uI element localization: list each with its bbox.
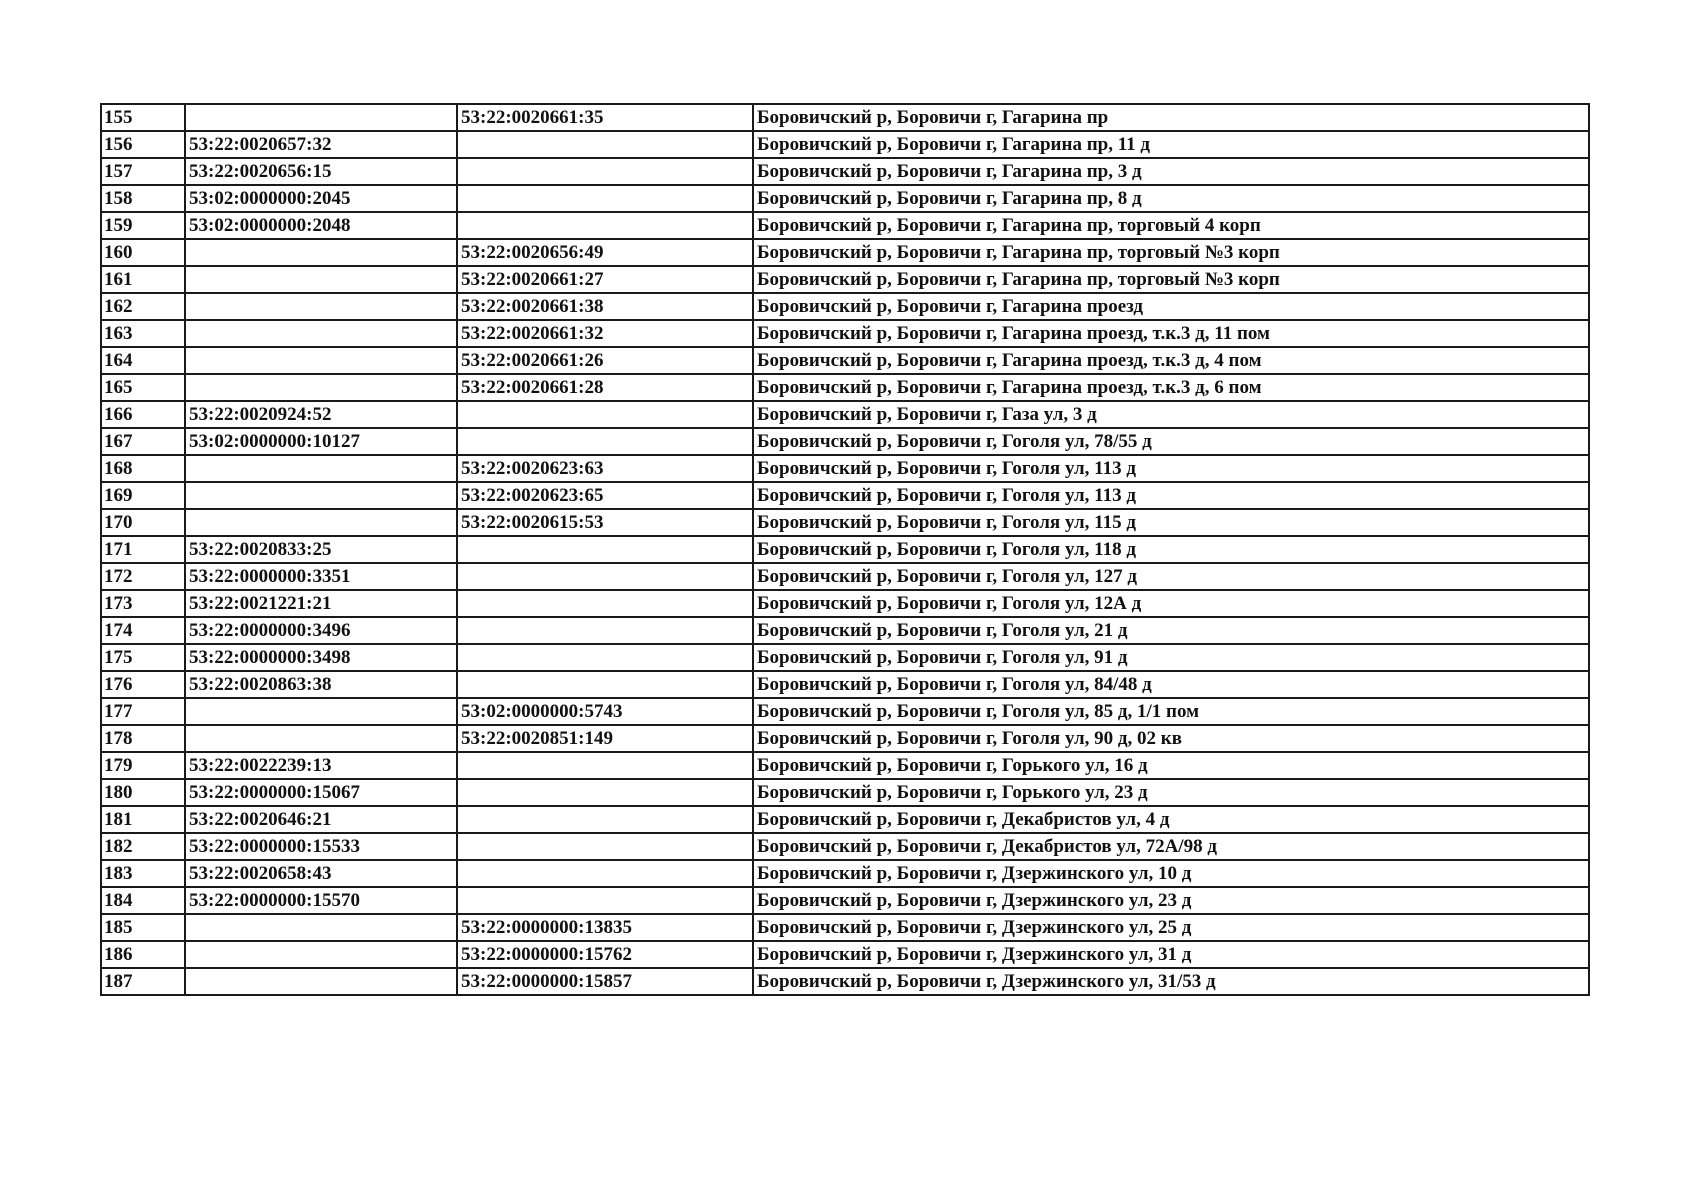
cadastral-number-cell	[185, 266, 457, 293]
cadastral-number-alt-cell: 53:22:0020851:149	[457, 725, 753, 752]
cadastral-number-alt-cell: 53:22:0020661:32	[457, 320, 753, 347]
cadastral-number-cell	[185, 374, 457, 401]
table-row	[101, 914, 1589, 941]
cadastral-number-alt-cell: 53:22:0000000:13835	[457, 914, 753, 941]
address-cell: Боровичский р, Боровичи г, Гоголя ул, 113 д	[753, 455, 1589, 482]
table-row	[101, 347, 1589, 374]
address-cell: Боровичский р, Боровичи г, Дзержинского ул, 25 д	[753, 914, 1589, 941]
cadastral-number-cell: 53:22:0020656:15	[185, 158, 457, 185]
cadastral-number-cell	[185, 941, 457, 968]
address-cell: Боровичский р, Боровичи г, Гагарина проезд, т.к.3 д, 6 пом	[753, 374, 1589, 401]
cadastral-number-cell: 53:22:0020924:52	[185, 401, 457, 428]
table-row	[101, 293, 1589, 320]
table-row	[101, 887, 1589, 914]
table-row	[101, 320, 1589, 347]
cadastral-number-cell: 53:02:0000000:2045	[185, 185, 457, 212]
table-row	[101, 752, 1589, 779]
row-number: 168	[101, 455, 185, 482]
cadastral-number-alt-cell	[457, 752, 753, 779]
table-row	[101, 455, 1589, 482]
cadastral-number-cell: 53:02:0000000:2048	[185, 212, 457, 239]
table-row	[101, 482, 1589, 509]
cadastral-number-cell: 53:22:0000000:15067	[185, 779, 457, 806]
cadastral-number-alt-cell: 53:22:0020623:65	[457, 482, 753, 509]
cadastral-number-alt-cell	[457, 401, 753, 428]
row-number: 171	[101, 536, 185, 563]
cadastral-number-cell: 53:22:0021221:21	[185, 590, 457, 617]
row-number: 187	[101, 968, 185, 995]
row-number: 185	[101, 914, 185, 941]
cadastral-number-alt-cell	[457, 671, 753, 698]
cadastral-number-cell	[185, 968, 457, 995]
address-cell: Боровичский р, Боровичи г, Гагарина пр, торговый №3 корп	[753, 266, 1589, 293]
cadastral-number-cell: 53:22:0000000:3496	[185, 617, 457, 644]
row-number: 155	[101, 104, 185, 131]
row-number: 182	[101, 833, 185, 860]
cadastral-number-cell	[185, 509, 457, 536]
address-cell: Боровичский р, Боровичи г, Гоголя ул, 90 д, 02 кв	[753, 725, 1589, 752]
cadastral-number-cell: 53:22:0020658:43	[185, 860, 457, 887]
table-row	[101, 239, 1589, 266]
address-cell: Боровичский р, Боровичи г, Дзержинского ул, 31/53 д	[753, 968, 1589, 995]
row-number: 178	[101, 725, 185, 752]
table-row	[101, 536, 1589, 563]
cadastral-number-cell	[185, 914, 457, 941]
cadastral-number-alt-cell	[457, 617, 753, 644]
cadastral-number-cell: 53:22:0000000:3498	[185, 644, 457, 671]
cadastral-number-cell: 53:22:0020646:21	[185, 806, 457, 833]
cadastral-number-cell: 53:22:0000000:15570	[185, 887, 457, 914]
address-cell: Боровичский р, Боровичи г, Гоголя ул, 127 д	[753, 563, 1589, 590]
table-body	[101, 104, 1589, 995]
row-number: 156	[101, 131, 185, 158]
address-cell: Боровичский р, Боровичи г, Декабристов ул, 72А/98 д	[753, 833, 1589, 860]
table-row	[101, 617, 1589, 644]
address-cell: Боровичский р, Боровичи г, Горького ул, 16 д	[753, 752, 1589, 779]
table-row	[101, 212, 1589, 239]
cadastral-number-alt-cell: 53:22:0000000:15762	[457, 941, 753, 968]
cadastral-number-alt-cell	[457, 131, 753, 158]
address-cell: Боровичский р, Боровичи г, Гоголя ул, 12А д	[753, 590, 1589, 617]
cadastral-number-alt-cell	[457, 212, 753, 239]
cadastral-number-alt-cell	[457, 563, 753, 590]
table-row	[101, 509, 1589, 536]
table-row	[101, 428, 1589, 455]
cadastral-number-cell: 53:22:0022239:13	[185, 752, 457, 779]
row-number: 167	[101, 428, 185, 455]
cadastral-number-cell: 53:22:0020657:32	[185, 131, 457, 158]
row-number: 160	[101, 239, 185, 266]
table-row	[101, 401, 1589, 428]
table-row	[101, 374, 1589, 401]
address-cell: Боровичский р, Боровичи г, Горького ул, 23 д	[753, 779, 1589, 806]
row-number: 180	[101, 779, 185, 806]
table-row	[101, 806, 1589, 833]
cadastral-number-alt-cell	[457, 779, 753, 806]
cadastral-number-alt-cell: 53:22:0020661:35	[457, 104, 753, 131]
cadastral-number-alt-cell	[457, 644, 753, 671]
table-row	[101, 671, 1589, 698]
row-number: 183	[101, 860, 185, 887]
row-number: 174	[101, 617, 185, 644]
address-cell: Боровичский р, Боровичи г, Гоголя ул, 21 д	[753, 617, 1589, 644]
cadastral-number-cell	[185, 455, 457, 482]
cadastral-number-cell: 53:02:0000000:10127	[185, 428, 457, 455]
table-row	[101, 941, 1589, 968]
cadastral-number-cell	[185, 698, 457, 725]
cadastral-number-alt-cell	[457, 590, 753, 617]
cadastral-number-alt-cell: 53:22:0020615:53	[457, 509, 753, 536]
row-number: 176	[101, 671, 185, 698]
row-number: 184	[101, 887, 185, 914]
cadastral-number-alt-cell: 53:22:0020623:63	[457, 455, 753, 482]
address-cell: Боровичский р, Боровичи г, Гоголя ул, 91 д	[753, 644, 1589, 671]
address-cell: Боровичский р, Боровичи г, Гагарина проезд, т.к.3 д, 4 пом	[753, 347, 1589, 374]
row-number: 166	[101, 401, 185, 428]
cadastral-number-alt-cell	[457, 860, 753, 887]
cadastral-number-alt-cell: 53:22:0000000:15857	[457, 968, 753, 995]
address-cell: Боровичский р, Боровичи г, Декабристов ул, 4 д	[753, 806, 1589, 833]
row-number: 179	[101, 752, 185, 779]
cadastral-number-alt-cell: 53:22:0020661:27	[457, 266, 753, 293]
table-row	[101, 266, 1589, 293]
cadastral-number-alt-cell: 53:22:0020661:26	[457, 347, 753, 374]
cadastral-number-cell	[185, 293, 457, 320]
cadastral-number-alt-cell: 53:22:0020661:28	[457, 374, 753, 401]
cadastral-table	[100, 103, 1590, 996]
row-number: 159	[101, 212, 185, 239]
cadastral-number-alt-cell	[457, 536, 753, 563]
cadastral-number-alt-cell: 53:22:0020661:38	[457, 293, 753, 320]
address-cell: Боровичский р, Боровичи г, Гагарина пр, 8 д	[753, 185, 1589, 212]
table-row	[101, 131, 1589, 158]
row-number: 163	[101, 320, 185, 347]
address-cell: Боровичский р, Боровичи г, Гагарина проезд	[753, 293, 1589, 320]
address-cell: Боровичский р, Боровичи г, Гагарина проезд, т.к.3 д, 11 пом	[753, 320, 1589, 347]
row-number: 186	[101, 941, 185, 968]
row-number: 157	[101, 158, 185, 185]
cadastral-number-cell	[185, 725, 457, 752]
address-cell: Боровичский р, Боровичи г, Газа ул, 3 д	[753, 401, 1589, 428]
row-number: 164	[101, 347, 185, 374]
address-cell: Боровичский р, Боровичи г, Гоголя ул, 118 д	[753, 536, 1589, 563]
table-row	[101, 968, 1589, 995]
address-cell: Боровичский р, Боровичи г, Гоголя ул, 115 д	[753, 509, 1589, 536]
cadastral-number-cell	[185, 347, 457, 374]
cadastral-number-cell: 53:22:0000000:3351	[185, 563, 457, 590]
table-row	[101, 833, 1589, 860]
table-row	[101, 725, 1589, 752]
row-number: 165	[101, 374, 185, 401]
cadastral-number-alt-cell	[457, 185, 753, 212]
cadastral-number-cell	[185, 320, 457, 347]
row-number: 175	[101, 644, 185, 671]
address-cell: Боровичский р, Боровичи г, Гоголя ул, 85 д, 1/1 пом	[753, 698, 1589, 725]
cadastral-number-alt-cell	[457, 428, 753, 455]
cadastral-number-alt-cell: 53:02:0000000:5743	[457, 698, 753, 725]
cadastral-number-cell	[185, 104, 457, 131]
row-number: 181	[101, 806, 185, 833]
table-row	[101, 644, 1589, 671]
row-number: 173	[101, 590, 185, 617]
table-row	[101, 860, 1589, 887]
row-number: 169	[101, 482, 185, 509]
row-number: 158	[101, 185, 185, 212]
address-cell: Боровичский р, Боровичи г, Гагарина пр	[753, 104, 1589, 131]
table-row	[101, 779, 1589, 806]
cadastral-number-cell: 53:22:0000000:15533	[185, 833, 457, 860]
address-cell: Боровичский р, Боровичи г, Гагарина пр, торговый 4 корп	[753, 212, 1589, 239]
table-row	[101, 158, 1589, 185]
row-number: 161	[101, 266, 185, 293]
address-cell: Боровичский р, Боровичи г, Гоголя ул, 113 д	[753, 482, 1589, 509]
table-row	[101, 590, 1589, 617]
table-row	[101, 698, 1589, 725]
address-cell: Боровичский р, Боровичи г, Гоголя ул, 78/55 д	[753, 428, 1589, 455]
table-row	[101, 563, 1589, 590]
address-cell: Боровичский р, Боровичи г, Дзержинского ул, 10 д	[753, 860, 1589, 887]
cadastral-number-cell	[185, 482, 457, 509]
cadastral-number-cell: 53:22:0020833:25	[185, 536, 457, 563]
address-cell: Боровичский р, Боровичи г, Гагарина пр, 3 д	[753, 158, 1589, 185]
cadastral-number-alt-cell	[457, 887, 753, 914]
address-cell: Боровичский р, Боровичи г, Гоголя ул, 84/48 д	[753, 671, 1589, 698]
cadastral-number-alt-cell	[457, 833, 753, 860]
cadastral-number-alt-cell	[457, 158, 753, 185]
cadastral-number-cell: 53:22:0020863:38	[185, 671, 457, 698]
cadastral-number-cell	[185, 239, 457, 266]
cadastral-number-alt-cell: 53:22:0020656:49	[457, 239, 753, 266]
cadastral-number-alt-cell	[457, 806, 753, 833]
row-number: 172	[101, 563, 185, 590]
table-row	[101, 185, 1589, 212]
address-cell: Боровичский р, Боровичи г, Гагарина пр, торговый №3 корп	[753, 239, 1589, 266]
address-cell: Боровичский р, Боровичи г, Дзержинского ул, 31 д	[753, 941, 1589, 968]
row-number: 162	[101, 293, 185, 320]
row-number: 177	[101, 698, 185, 725]
table-row	[101, 104, 1589, 131]
row-number: 170	[101, 509, 185, 536]
address-cell: Боровичский р, Боровичи г, Дзержинского ул, 23 д	[753, 887, 1589, 914]
address-cell: Боровичский р, Боровичи г, Гагарина пр, 11 д	[753, 131, 1589, 158]
